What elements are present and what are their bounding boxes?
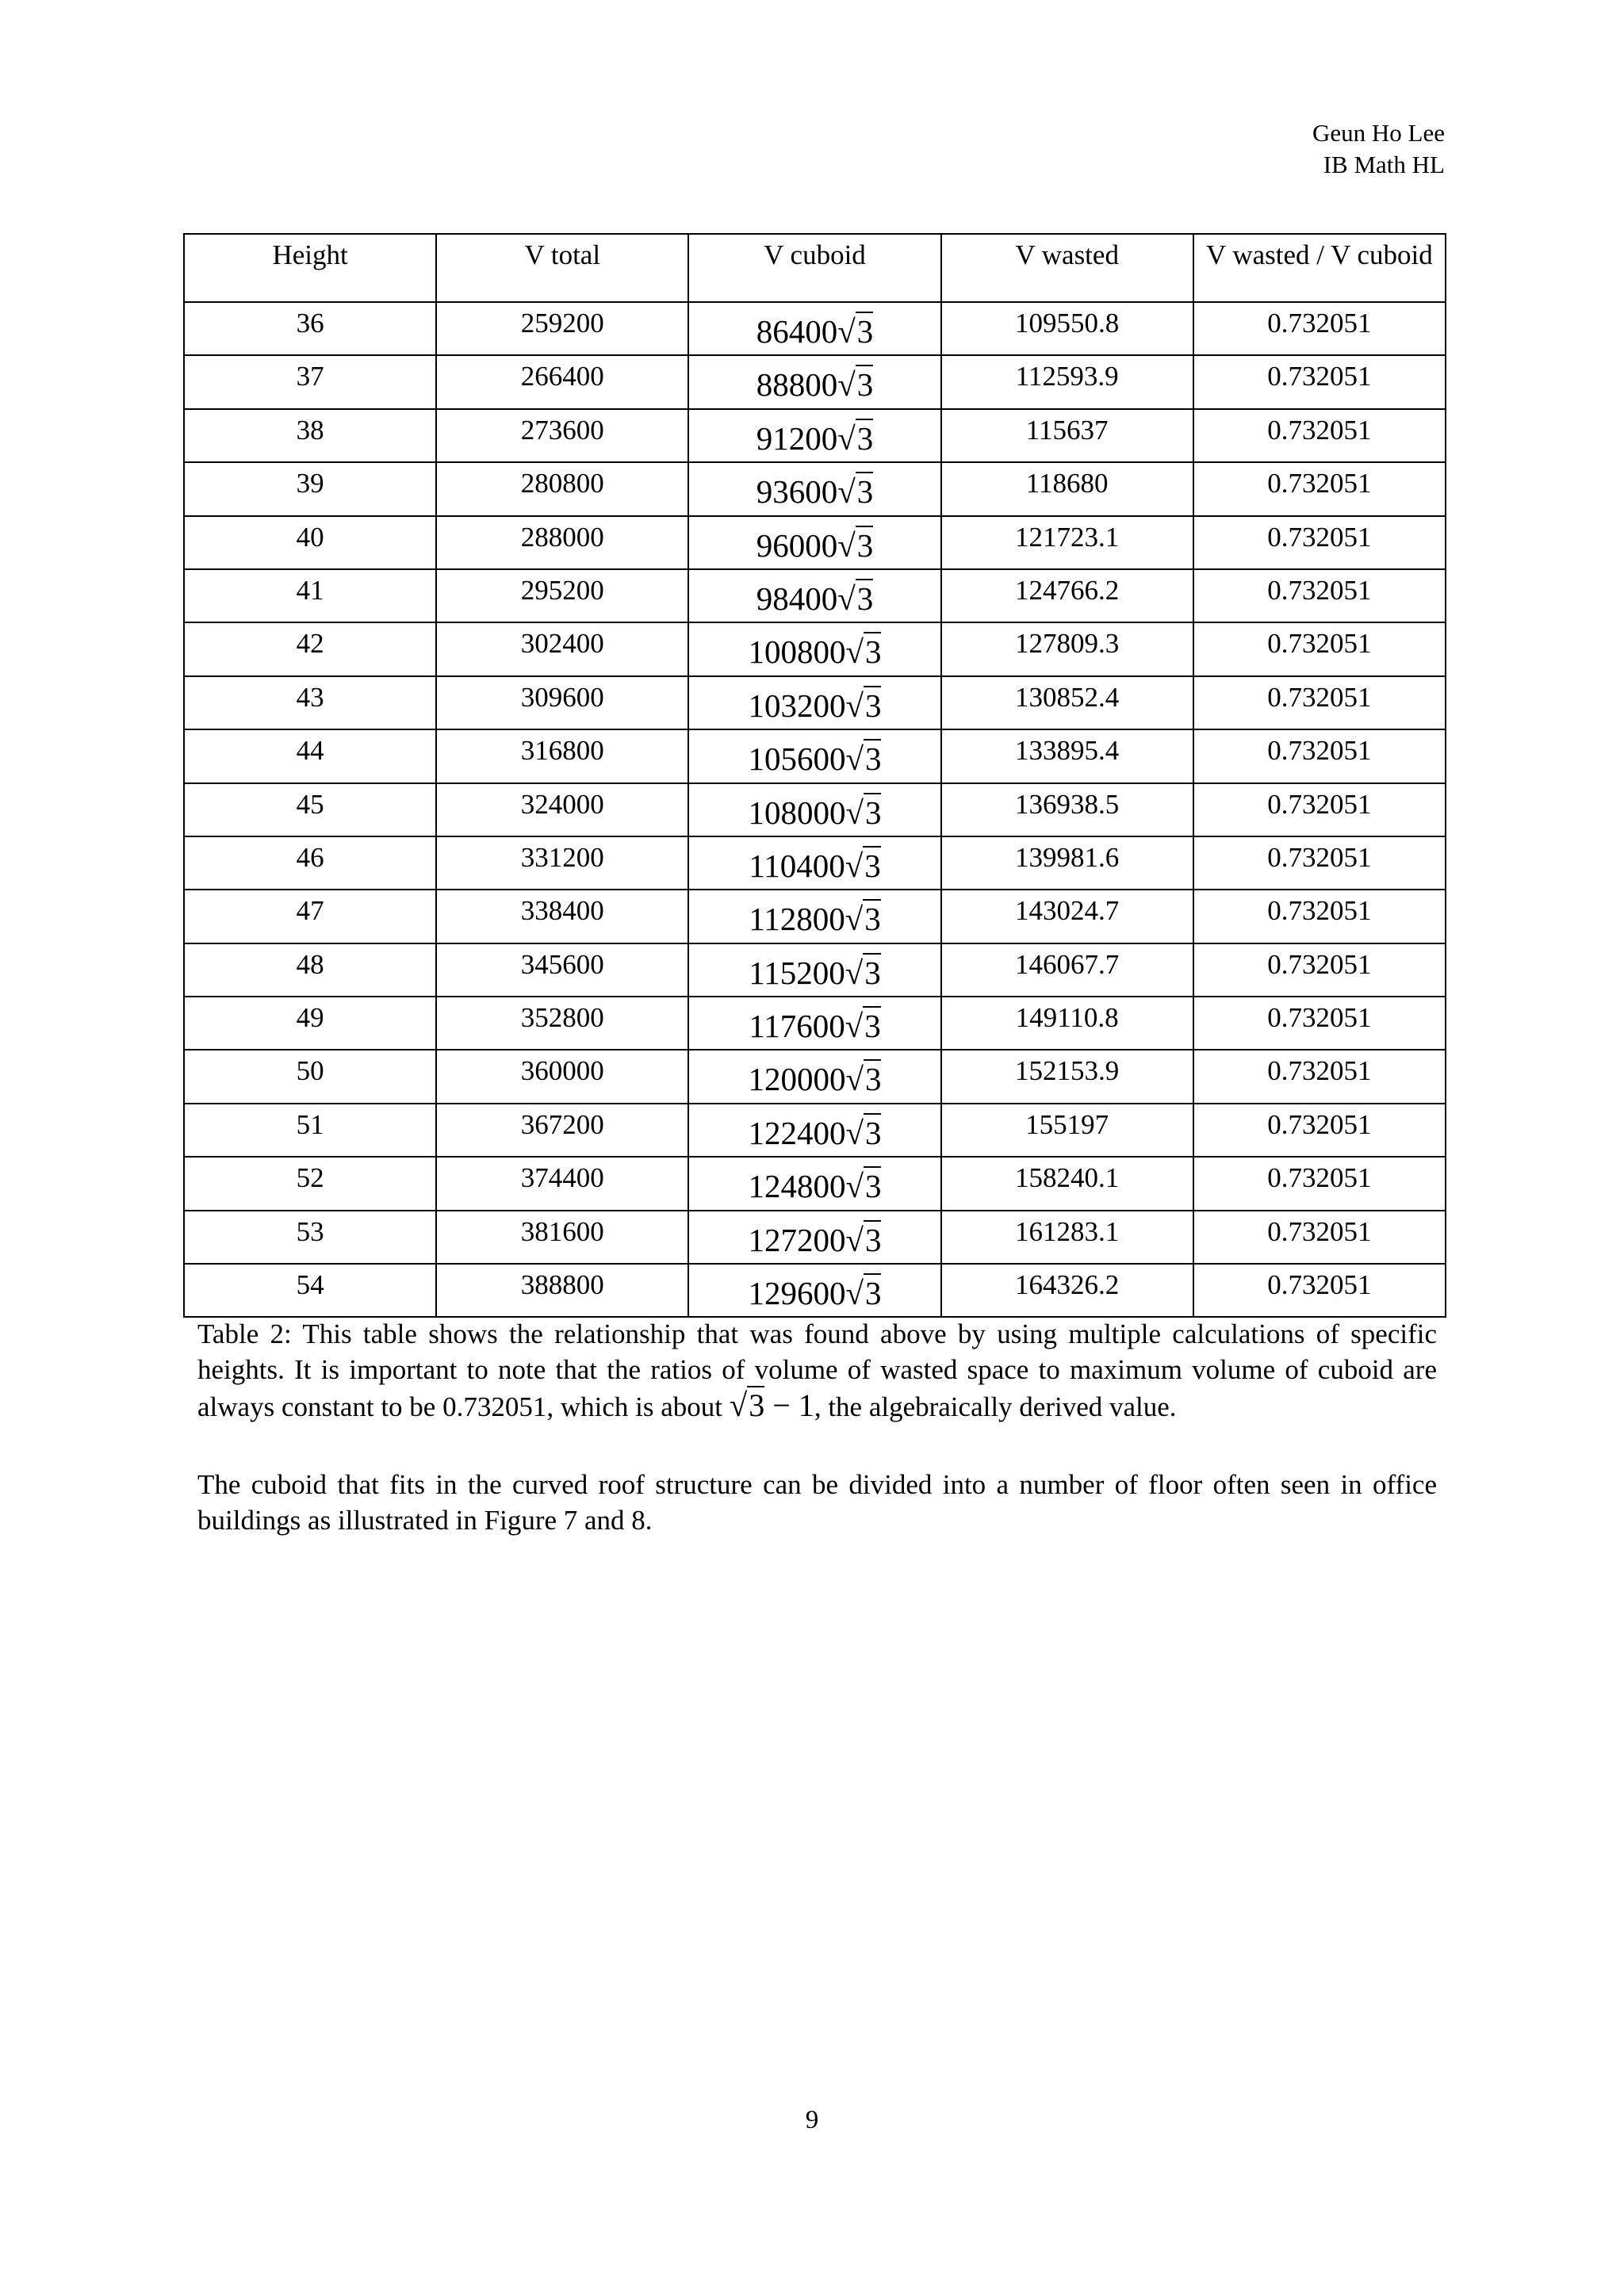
table-caption — [197, 1316, 1437, 1425]
radical-sign-icon: √ — [845, 1275, 864, 1312]
cell-height: 42 — [184, 622, 436, 675]
radical-sign-icon: √ — [837, 419, 856, 457]
cell-v-total: 266400 — [436, 355, 688, 408]
radicand: 3 — [856, 313, 874, 350]
cuboid-coefficient: 117600 — [749, 1008, 845, 1045]
cuboid-coefficient: 124800 — [748, 1168, 846, 1205]
cell-height: 48 — [184, 943, 436, 997]
cuboid-coefficient: 108000 — [748, 794, 846, 831]
cell-v-total: 309600 — [436, 676, 688, 729]
radical-sign-icon: √ — [845, 1008, 864, 1045]
cell-v-total: 280800 — [436, 462, 688, 515]
cell-height: 45 — [184, 783, 436, 836]
cell-v-wasted: 152153.9 — [941, 1050, 1193, 1103]
radicand: 3 — [864, 633, 882, 671]
radical-sign-icon: √ — [845, 740, 864, 778]
cell-v-cuboid — [688, 676, 940, 729]
radical-sign-icon: √ — [837, 366, 856, 404]
cell-ratio: 0.732051 — [1193, 1050, 1446, 1103]
cell-ratio: 0.732051 — [1193, 302, 1446, 355]
cell-v-wasted: 136938.5 — [941, 783, 1193, 836]
column-header-height: Height — [184, 234, 436, 302]
cell-v-total: 273600 — [436, 409, 688, 462]
table-body — [184, 302, 1446, 1317]
cuboid-coefficient: 103200 — [748, 687, 846, 724]
cell-v-cuboid — [688, 1157, 940, 1210]
table-row — [184, 516, 1446, 569]
radical-sign-icon: √ — [729, 1387, 748, 1423]
column-header-v-total: V total — [436, 234, 688, 302]
cuboid-expression — [748, 794, 882, 831]
cell-v-wasted: 124766.2 — [941, 569, 1193, 622]
cuboid-coefficient: 127200 — [748, 1221, 846, 1258]
cell-ratio: 0.732051 — [1193, 516, 1446, 569]
cell-height: 54 — [184, 1264, 436, 1317]
radicand: 3 — [749, 1387, 765, 1423]
table-row — [184, 676, 1446, 729]
cell-v-cuboid — [688, 890, 940, 943]
cuboid-coefficient: 93600 — [756, 473, 838, 511]
cell-ratio: 0.732051 — [1193, 1211, 1446, 1264]
table-row — [184, 1264, 1446, 1317]
radical-sign-icon: √ — [845, 1114, 864, 1151]
cell-v-total: 381600 — [436, 1211, 688, 1264]
radical-sign-icon: √ — [837, 526, 856, 564]
radicand: 3 — [864, 740, 882, 778]
cell-v-wasted: 161283.1 — [941, 1211, 1193, 1264]
cuboid-coefficient: 96000 — [756, 526, 838, 564]
cell-v-wasted: 109550.8 — [941, 302, 1193, 355]
radical-sign-icon: √ — [837, 473, 856, 511]
body-paragraph: The cuboid that fits in the curved roof structure can be divided into a number of floor often seen in office buildings as illustrated in Figure 7 and 8. — [197, 1469, 1437, 1536]
cell-v-cuboid — [688, 1050, 940, 1103]
cell-height: 49 — [184, 997, 436, 1050]
cell-v-cuboid — [688, 943, 940, 997]
cell-v-cuboid — [688, 783, 940, 836]
page-number: 9 — [805, 2106, 819, 2134]
cell-v-cuboid — [688, 516, 940, 569]
cell-v-wasted: 112593.9 — [941, 355, 1193, 408]
cell-height: 41 — [184, 569, 436, 622]
math-rest: − 1 — [764, 1387, 814, 1423]
radicand: 3 — [864, 847, 881, 884]
cell-v-wasted: 115637 — [941, 409, 1193, 462]
table-row — [184, 462, 1446, 515]
table-row — [184, 729, 1446, 783]
radicand: 3 — [864, 1061, 882, 1098]
cell-v-cuboid — [688, 1104, 940, 1157]
cell-height: 50 — [184, 1050, 436, 1103]
cell-v-wasted: 121723.1 — [941, 516, 1193, 569]
table-row — [184, 1211, 1446, 1264]
cell-height: 40 — [184, 516, 436, 569]
cell-height: 36 — [184, 302, 436, 355]
cell-v-wasted: 127809.3 — [941, 622, 1193, 675]
cuboid-coefficient: 91200 — [756, 419, 838, 457]
cell-v-total: 388800 — [436, 1264, 688, 1317]
table-row — [184, 943, 1446, 997]
cell-ratio: 0.732051 — [1193, 1104, 1446, 1157]
cuboid-expression — [748, 1221, 882, 1258]
cuboid-expression — [749, 1010, 881, 1043]
caption-text: Table 2: This table shows the relationship that was found above by using multiple calculations of specific heights. It is important to note that the ratios of volume of wasted space to maximum volume of cuboid are always constant to be 0.732051, which is about — [197, 1318, 1437, 1422]
table-row — [184, 355, 1446, 408]
cell-v-cuboid — [688, 462, 940, 515]
radicand: 3 — [864, 687, 882, 724]
cuboid-expression — [748, 1170, 881, 1203]
cell-v-cuboid — [688, 997, 940, 1050]
cuboid-expression — [749, 847, 881, 884]
radicand: 3 — [864, 1114, 882, 1151]
cell-v-wasted: 118680 — [941, 462, 1193, 515]
cell-ratio: 0.732051 — [1193, 836, 1446, 890]
cuboid-expression — [756, 313, 874, 350]
cuboid-coefficient: 100800 — [748, 633, 846, 671]
cell-v-cuboid — [688, 355, 940, 408]
cuboid-coefficient: 112800 — [749, 901, 845, 938]
cell-v-wasted: 143024.7 — [941, 890, 1193, 943]
cuboid-expression — [748, 633, 882, 671]
cell-height: 52 — [184, 1157, 436, 1210]
cuboid-expression — [749, 954, 881, 991]
cuboid-expression — [756, 580, 874, 617]
radicand: 3 — [856, 580, 874, 617]
cell-ratio: 0.732051 — [1193, 997, 1446, 1050]
cell-v-total: 360000 — [436, 1050, 688, 1103]
table-row — [184, 783, 1446, 836]
cell-height: 38 — [184, 409, 436, 462]
cell-ratio: 0.732051 — [1193, 943, 1446, 997]
cell-v-cuboid — [688, 622, 940, 675]
table-row — [184, 836, 1446, 890]
column-header-ratio: V wasted / V cuboid — [1193, 234, 1446, 302]
table-header-row — [184, 234, 1446, 302]
cell-v-cuboid — [688, 1264, 940, 1317]
table-row — [184, 569, 1446, 622]
radicand: 3 — [856, 526, 874, 564]
table-row — [184, 1157, 1446, 1210]
radicand: 3 — [864, 794, 882, 831]
cell-height: 39 — [184, 462, 436, 515]
cuboid-coefficient: 98400 — [756, 580, 838, 617]
cuboid-expression — [748, 740, 882, 778]
column-header-v-cuboid: V cuboid — [688, 234, 940, 302]
radical-sign-icon: √ — [845, 633, 864, 671]
cell-height: 37 — [184, 355, 436, 408]
cuboid-coefficient: 122400 — [748, 1114, 846, 1151]
cell-ratio: 0.732051 — [1193, 569, 1446, 622]
volume-table — [183, 233, 1446, 1318]
cell-v-cuboid — [688, 409, 940, 462]
cell-ratio: 0.732051 — [1193, 462, 1446, 515]
cuboid-expression — [748, 687, 882, 724]
cell-height: 43 — [184, 676, 436, 729]
cuboid-expression — [756, 526, 874, 564]
cell-v-wasted: 164326.2 — [941, 1264, 1193, 1317]
cell-ratio: 0.732051 — [1193, 890, 1446, 943]
cell-v-cuboid — [688, 1211, 940, 1264]
cell-v-total: 338400 — [436, 890, 688, 943]
radicand: 3 — [864, 1221, 882, 1258]
cell-v-total: 302400 — [436, 622, 688, 675]
radical-sign-icon: √ — [837, 313, 856, 350]
cell-v-wasted: 146067.7 — [941, 943, 1193, 997]
cuboid-coefficient: 110400 — [749, 847, 845, 884]
cell-v-cuboid — [688, 302, 940, 355]
cuboid-coefficient: 120000 — [748, 1061, 846, 1098]
cell-v-total: 324000 — [436, 783, 688, 836]
radicand: 3 — [864, 954, 881, 991]
cell-height: 47 — [184, 890, 436, 943]
cell-v-total: 316800 — [436, 729, 688, 783]
cell-ratio: 0.732051 — [1193, 676, 1446, 729]
cell-height: 53 — [184, 1211, 436, 1264]
cell-height: 46 — [184, 836, 436, 890]
radical-sign-icon: √ — [845, 847, 864, 884]
table-row — [184, 997, 1446, 1050]
cell-ratio: 0.732051 — [1193, 1157, 1446, 1210]
cell-height: 51 — [184, 1104, 436, 1157]
table-row — [184, 890, 1446, 943]
cell-v-cuboid — [688, 729, 940, 783]
cell-v-total: 259200 — [436, 302, 688, 355]
table-row — [184, 302, 1446, 355]
table-row — [184, 409, 1446, 462]
cell-v-wasted: 139981.6 — [941, 836, 1193, 890]
cuboid-expression — [748, 1114, 882, 1151]
radical-sign-icon: √ — [845, 1168, 864, 1205]
radical-sign-icon: √ — [845, 1221, 864, 1258]
cell-ratio: 0.732051 — [1193, 1264, 1446, 1317]
cell-v-total: 295200 — [436, 569, 688, 622]
cuboid-expression — [756, 419, 874, 457]
cell-v-total: 367200 — [436, 1104, 688, 1157]
cell-ratio: 0.732051 — [1193, 729, 1446, 783]
radicand: 3 — [856, 419, 874, 457]
cell-v-wasted: 130852.4 — [941, 676, 1193, 729]
cuboid-expression — [748, 1277, 881, 1310]
cell-ratio: 0.732051 — [1193, 783, 1446, 836]
caption-text-end: , the algebraically derived value. — [814, 1391, 1177, 1422]
table-row — [184, 1104, 1446, 1157]
sqrt3-minus-1-expression — [730, 1387, 814, 1423]
radical-sign-icon: √ — [837, 580, 856, 617]
radical-sign-icon: √ — [845, 794, 864, 831]
cuboid-coefficient: 88800 — [756, 366, 838, 404]
cell-v-total: 345600 — [436, 943, 688, 997]
radical-sign-icon: √ — [845, 1061, 864, 1098]
cell-v-cuboid — [688, 836, 940, 890]
cell-ratio: 0.732051 — [1193, 355, 1446, 408]
radicand: 3 — [856, 366, 874, 404]
radicand: 3 — [856, 473, 874, 511]
radicand: 3 — [864, 1275, 882, 1312]
radical-sign-icon: √ — [845, 687, 864, 724]
radicand: 3 — [864, 1008, 881, 1045]
cell-ratio: 0.732051 — [1193, 409, 1446, 462]
table-row — [184, 622, 1446, 675]
cell-v-wasted: 149110.8 — [941, 997, 1193, 1050]
cell-v-cuboid — [688, 569, 940, 622]
cell-v-total: 288000 — [436, 516, 688, 569]
table-row — [184, 1050, 1446, 1103]
cuboid-coefficient: 105600 — [748, 740, 846, 778]
cuboid-expression — [756, 366, 874, 404]
cell-v-total: 374400 — [436, 1157, 688, 1210]
radicand: 3 — [864, 901, 881, 938]
cell-v-wasted: 158240.1 — [941, 1157, 1193, 1210]
radicand: 3 — [864, 1168, 882, 1205]
cell-v-wasted: 133895.4 — [941, 729, 1193, 783]
radical-sign-icon: √ — [845, 954, 864, 991]
page-header — [1312, 117, 1445, 181]
cuboid-expression — [756, 473, 874, 511]
cuboid-expression — [748, 1063, 881, 1096]
cuboid-coefficient: 115200 — [749, 954, 845, 991]
cell-v-wasted: 155197 — [941, 1104, 1193, 1157]
author-name: Geun Ho Lee — [1312, 119, 1445, 147]
cuboid-coefficient: 129600 — [748, 1275, 846, 1312]
column-header-v-wasted: V wasted — [941, 234, 1193, 302]
cell-v-total: 352800 — [436, 997, 688, 1050]
cell-v-total: 331200 — [436, 836, 688, 890]
course-name: IB Math HL — [1323, 151, 1445, 178]
cell-ratio: 0.732051 — [1193, 622, 1446, 675]
cell-height: 44 — [184, 729, 436, 783]
cuboid-expression — [749, 903, 881, 936]
cuboid-coefficient: 86400 — [756, 313, 838, 350]
radical-sign-icon: √ — [845, 901, 864, 938]
